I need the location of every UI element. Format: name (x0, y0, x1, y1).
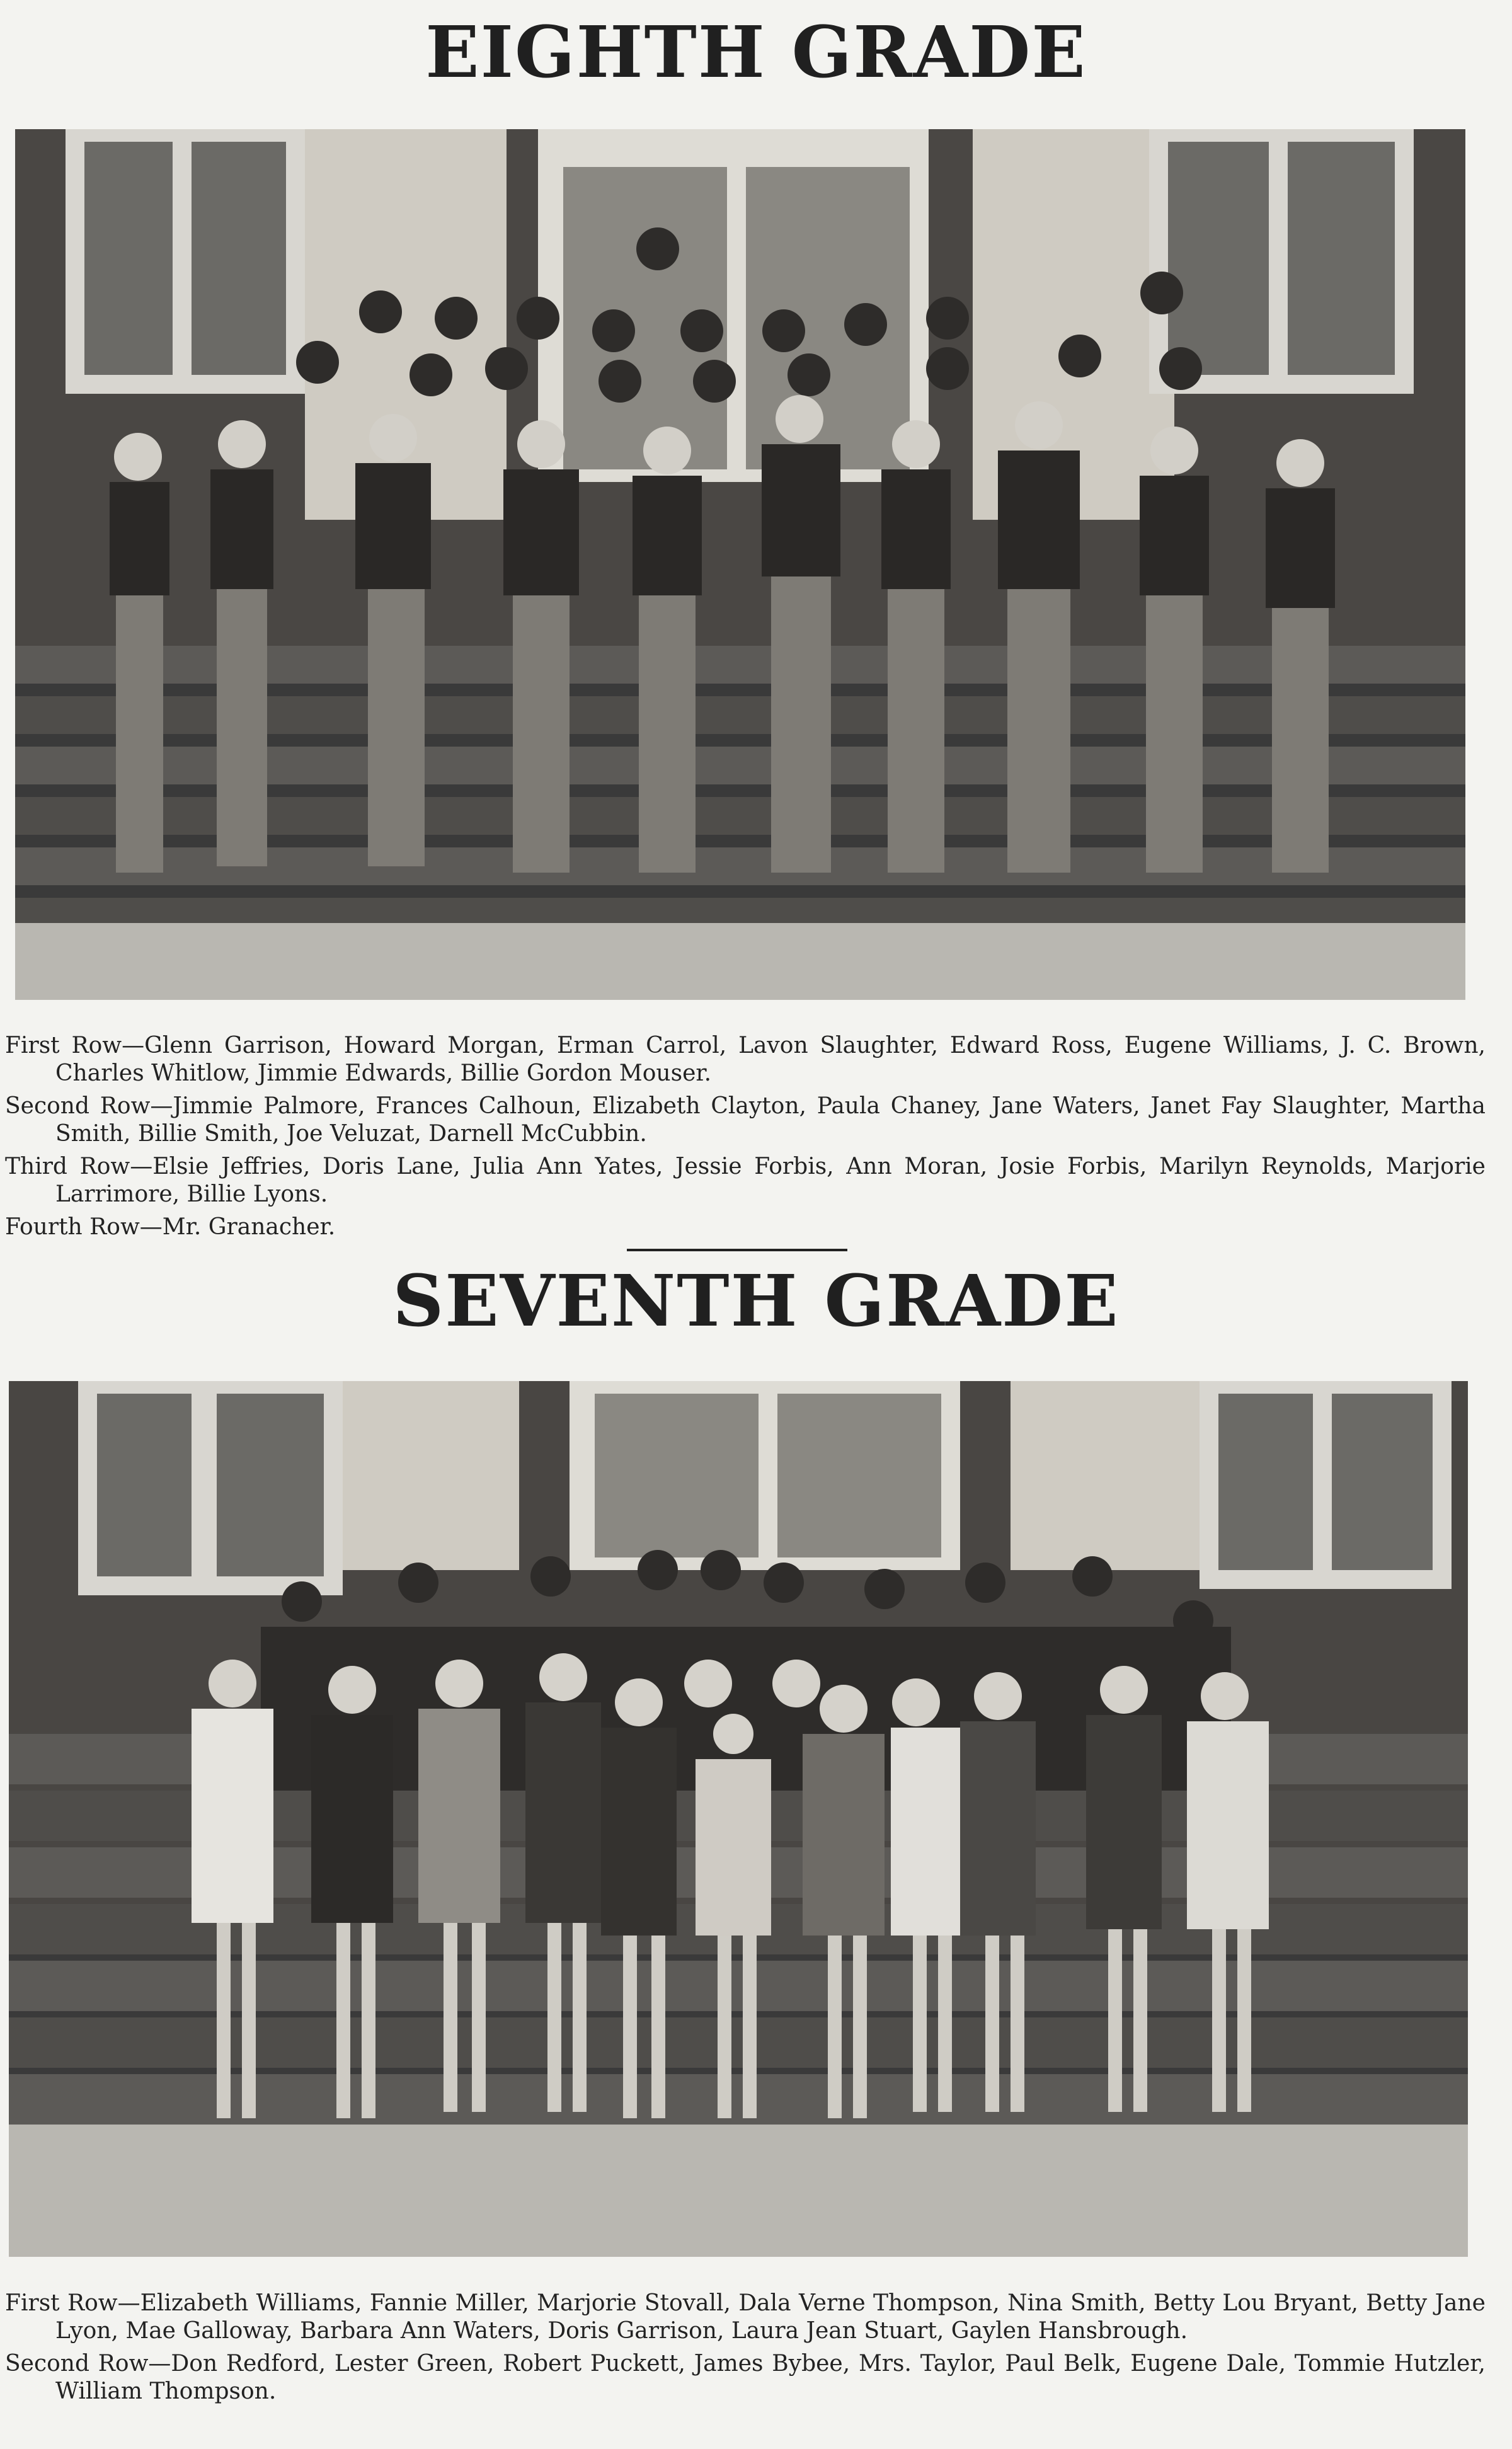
eighth-photo-illustration (15, 129, 1465, 1000)
eighth-row-2-label: Second Row (5, 1093, 151, 1119)
eighth-grade-photo (15, 129, 1465, 1000)
seventh-grade-photo (9, 1381, 1468, 2257)
eighth-row-4 (5, 1213, 1486, 1241)
eighth-row-3 (5, 1153, 1486, 1208)
row-dash: — (130, 1154, 153, 1179)
eighth-row-3-label: Third Row (5, 1154, 130, 1179)
eighth-row-4-label: Fourth Row (5, 1214, 140, 1240)
seventh-row-1 (5, 2290, 1486, 2345)
seventh-row-2-names: Don Redford, Lester Green, Robert Puckett, James Bybee, Mrs. Taylor, Paul Belk, Eugene Dale, Tommie Hutzler, William Thompson. (55, 2351, 1486, 2404)
seventh-grade-caption (5, 2290, 1486, 2411)
eighth-row-1-names: Glenn Garrison, Howard Morgan, Erman Carrol, Lavon Slaughter, Edward Ross, Eugene Williams, J. C. Brown, Charles Whitlow, Jimmie Edwards, Billie Gordon Mouser. (55, 1033, 1486, 1086)
row-dash: — (150, 1093, 173, 1119)
eighth-row-2-names: Jimmie Palmore, Frances Calhoun, Elizabeth Clayton, Paula Chaney, Jane Waters, Janet Fay Slaughter, Martha Smith, Billie Smith, Joe Veluzat, Darnell McCubbin. (55, 1093, 1486, 1147)
eighth-grade-caption (5, 1032, 1486, 1246)
seventh-row-1-names: Elizabeth Williams, Fannie Miller, Marjorie Stovall, Dala Verne Thompson, Nina Smith, Betty Lou Bryant, Betty Jane Lyon, Mae Galloway, Barbara Ann Waters, Doris Garrison, Laura Jean Stuart, Gaylen Hansbrough. (55, 2290, 1486, 2344)
seventh-grade-heading: SEVENTH GRADE (392, 1260, 1120, 1343)
eighth-grade-heading: EIGHTH GRADE (425, 11, 1087, 94)
seventh-row-2 (5, 2350, 1486, 2406)
eighth-row-1 (5, 1032, 1486, 1087)
row-dash: — (139, 1214, 163, 1240)
row-dash: — (122, 1033, 145, 1058)
row-dash: — (117, 2290, 140, 2316)
row-dash: — (148, 2351, 171, 2377)
eighth-row-1-label: First Row (5, 1033, 122, 1058)
eighth-row-2 (5, 1093, 1486, 1148)
seventh-row-1-label: First Row (5, 2290, 118, 2316)
seventh-photo-illustration (9, 1381, 1468, 2257)
eighth-row-3-names: Elsie Jeffries, Doris Lane, Julia Ann Yates, Jessie Forbis, Ann Moran, Josie Forbis, Marilyn Reynolds, Marjorie Larrimore, Billie Lyons. (55, 1154, 1486, 1207)
seventh-row-2-label: Second Row (5, 2351, 149, 2377)
section-divider (627, 1249, 847, 1251)
eighth-row-4-names: Mr. Granacher. (162, 1214, 336, 1240)
